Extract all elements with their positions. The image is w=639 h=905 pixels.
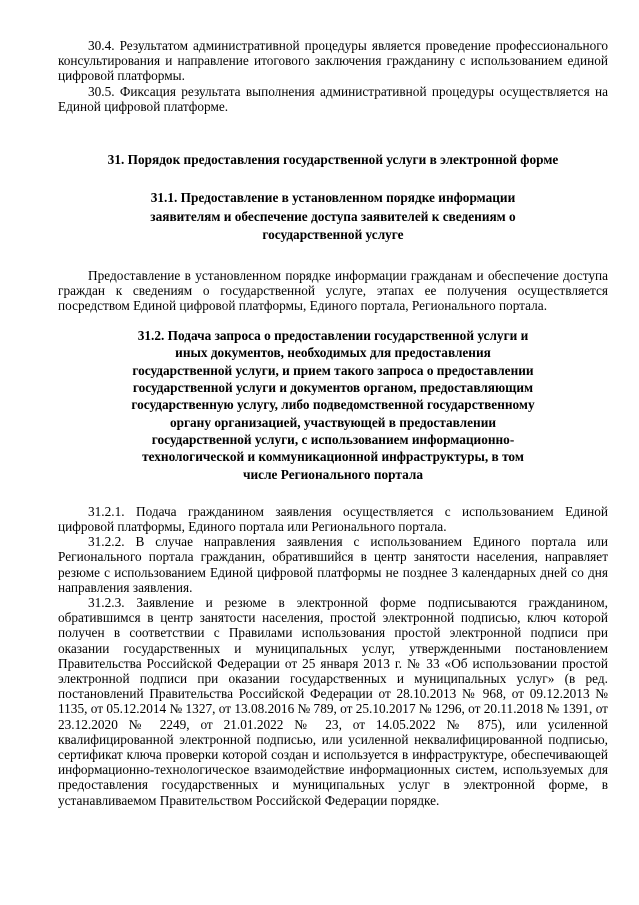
section-heading-31: 31. Порядок предоставления государственной услуги в электронной форме [107, 152, 559, 168]
paragraph-31-2-1: 31.2.1. Подача гражданином заявления осуществляется с использованием Единой цифровой платформы, Единого портала или Регионального портала. [58, 503, 608, 534]
paragraph-30-5: 30.5. Фиксация результата выполнения административной процедуры осуществляется на Единой цифровой платформе. [58, 83, 608, 114]
subsection-heading-31-1: 31.1. Предоставление в установленном порядке информации заявителям и обеспечение доступа заявителей к сведениям о государственной услуге [150, 190, 516, 243]
paragraph-31-2-3: 31.2.3. Заявление и резюме в электронной форме подписываются гражданином, обратившимся в центр занятости населения, простой электронной подписью, ключ которой получен в соответствии с Правилами использования простой электронной подписи при оказании государственных и муниципальных услуг, утвержденными постановлением Правительства Российской Федерации от 25 января 2013 г. № 33 «Об использовании простой электронной подписи при оказании государственных и муниципальных услуг» (в ред. постановлений Правительства Российской Федерации от 28.10.2013 № 968, от 09.12.2013 № 1135, от 05.12.2014 № 1327, от 13.08.2016 № 789, от 25.10.2017 № 1296, от 20.11.2018 № 1391, от 23.12.2020 № 2249, от 21.01.2022 № 23, от 14.05.2022 № 875), или усиленной квалифицированной электронной подписью, или усиленной неквалифицированной подписью, сертификат ключа проверки которой создан и используется в инфраструктуре, обеспечивающей информационно-технологическое взаимодействие информационных систем, используемых для предоставления государственных и муниципальных услуг в электронной форме, в устанавливаемом Правительством Российской Федерации порядке. [58, 595, 608, 808]
paragraph-30-4: 30.4. Результатом административной процедуры является проведение профессионального консультирования и направление итогового заключения гражданину с использованием единой цифровой платформы. [58, 38, 608, 84]
document-page [58, 38, 608, 808]
paragraph-31-1: Предоставление в установленном порядке информации гражданам и обеспечение доступа граждан к сведениям о государственной услуге, этапах ее получения осуществляется посредством Единой цифровой платформы, Единого портала, Регионального портала. [58, 267, 608, 313]
subsection-heading-31-2: 31.2. Подача запроса о предоставлении государственной услуги и иных документов, необходимых для предоставления государственной услуги, и прием такого запроса о предоставлении государственной услуги и документов органом, предоставляющим государственную услугу, либо подведомственной государственному органу организацией, участвующей в предоставлении государственной услуги, с использованием информационно-технологической и коммуникационной инфраструктуры, в том числе Регионального портала [131, 328, 535, 482]
paragraph-31-2-2: 31.2.2. В случае направления заявления с использованием Единого портала или Регионального портала гражданин, обратившийся в центр занятости населения, направляет резюме с использованием Единой цифровой платформы не позднее 3 календарных дней со дня направления заявления. [58, 534, 608, 595]
